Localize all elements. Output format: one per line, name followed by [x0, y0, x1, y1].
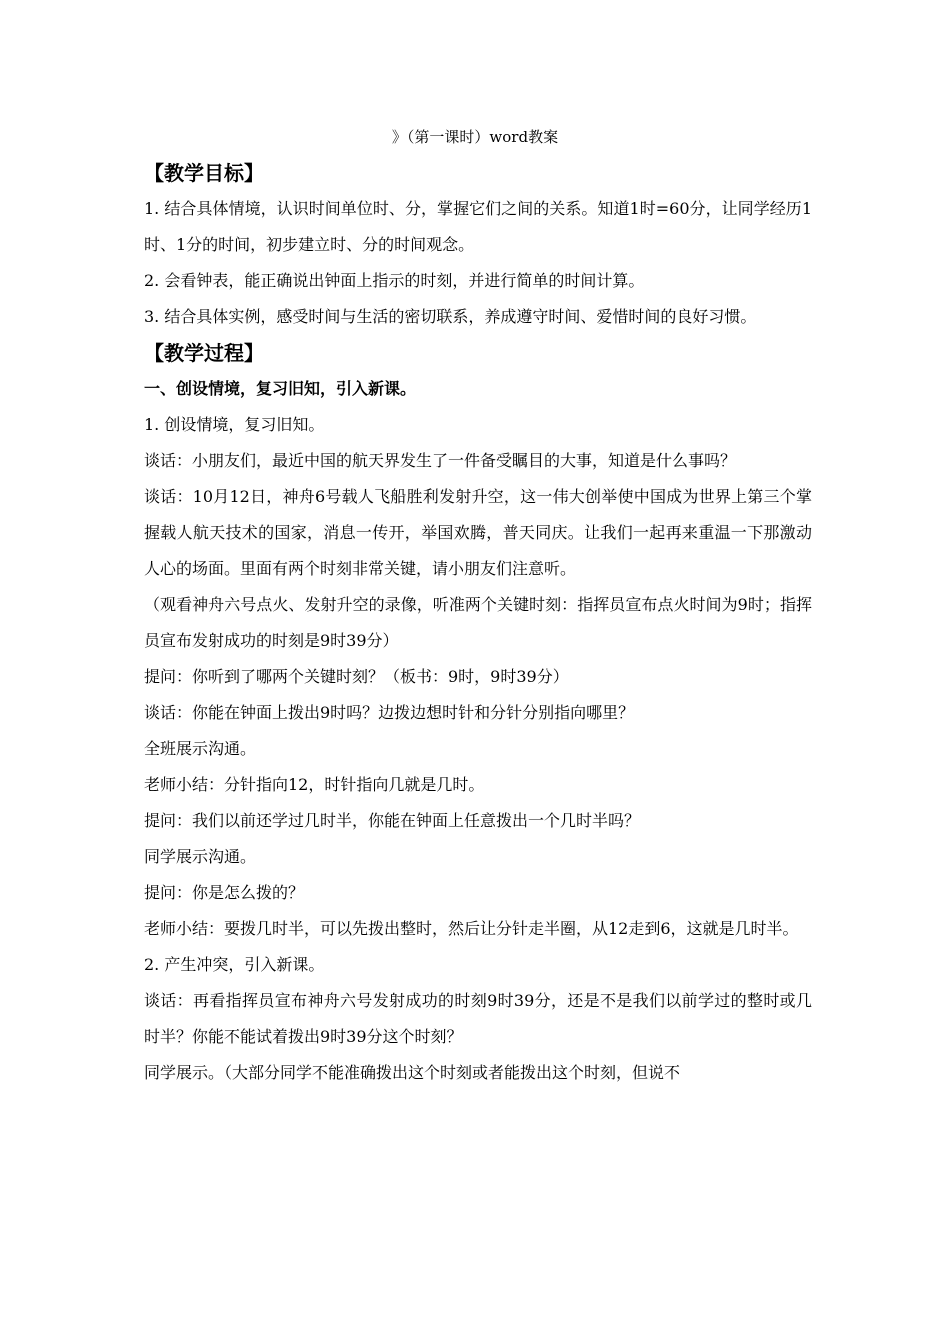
teaching-goals-heading: 【教学目标】 — [144, 161, 264, 185]
paragraph: 同学展示沟通。 — [144, 847, 257, 866]
paragraph: 谈话：你能在钟面上拨出9时吗？边拨边想时针和分针分别指向哪里？ — [144, 703, 635, 722]
paragraph: 谈话：小朋友们，最近中国的航天界发生了一件备受瞩目的大事，知道是什么事吗？ — [144, 451, 737, 470]
paragraph: 同学展示。（大部分同学不能准确拨出这个时刻或者能拨出这个时刻，但说不 — [144, 1063, 681, 1082]
section-heading: 一、创设情境，复习旧知，引入新课。 — [144, 379, 417, 398]
paragraph: 谈话：再看指挥员宣布神舟六号发射成功的时刻9时39分，还是不是我们以前学过的整时或几时半？你能不能试着拨出9时39分这个时刻？ — [144, 991, 812, 1046]
paragraph: 老师小结：分针指向12，时针指向几就是几时。 — [144, 775, 485, 794]
paragraph: 提问：你是怎么拨的？ — [144, 883, 305, 902]
goal-item: 2. 会看钟表，能正确说出钟面上指示的时刻，并进行简单的时间计算。 — [144, 271, 645, 290]
paragraph: 提问：你听到了哪两个关键时刻？（板书：9时，9时39分） — [144, 667, 569, 686]
paragraph: 谈话：10月12日，神舟6号载人飞船胜利发射升空，这一伟大创举使中国成为世界上第三个掌握载人航天技术的国家，消息一传开，举国欢腾，普天同庆。让我们一起再来重温一下那激动人心的场面。里面有两个时刻非常关键，请小朋友们注意听。 — [144, 487, 812, 578]
paragraph: 提问：我们以前还学过几时半，你能在钟面上任意拨出一个几时半吗？ — [144, 811, 641, 830]
document-title: 》（第一课时）word教案 — [391, 128, 559, 146]
step-heading: 1. 创设情境，复习旧知。 — [144, 415, 325, 434]
paragraph: 全班展示沟通。 — [144, 739, 257, 758]
paragraph: 老师小结：要拨几时半，可以先拨出整时，然后让分针走半圈，从12走到6，这就是几时半。 — [144, 919, 799, 938]
step-heading: 2. 产生冲突，引入新课。 — [144, 955, 325, 974]
paragraph: （观看神舟六号点火、发射升空的录像，听准两个关键时刻：指挥员宣布点火时间为9时；指挥员宣布发射成功的时刻是9时39分） — [144, 595, 812, 650]
goal-item: 3. 结合具体实例，感受时间与生活的密切联系，养成遵守时间、爱惜时间的良好习惯。 — [144, 307, 757, 326]
document-body — [144, 155, 812, 1091]
goal-item: 1. 结合具体情境，认识时间单位时、分，掌握它们之间的关系。知道1时=60分，让同学经历1时、1分的时间，初步建立时、分的时间观念。 — [144, 199, 812, 254]
teaching-process-heading: 【教学过程】 — [144, 341, 264, 365]
